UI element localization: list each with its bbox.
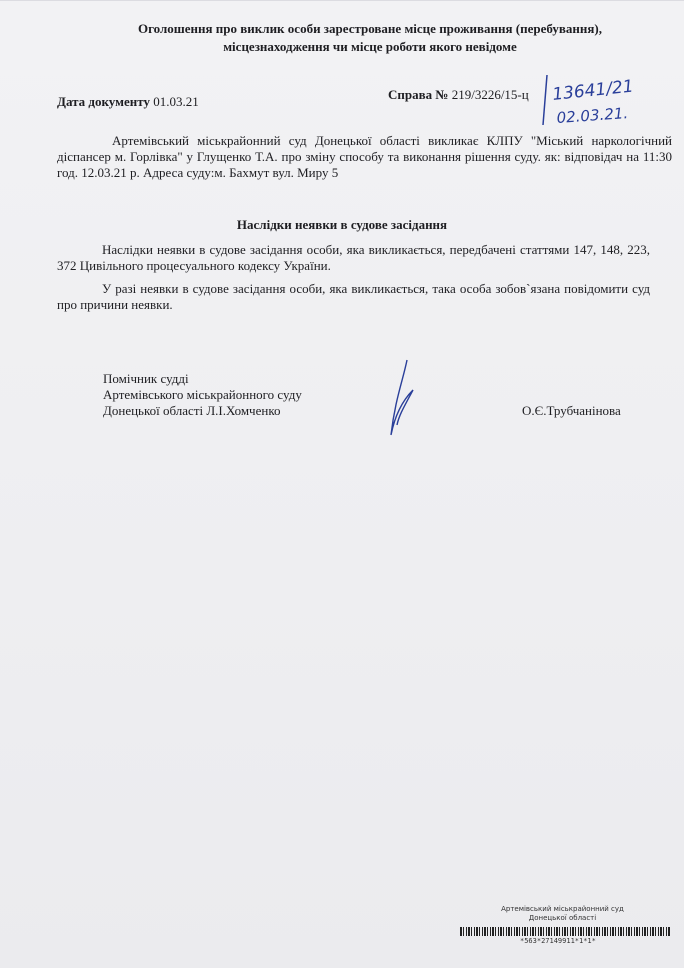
page-edge — [0, 0, 684, 1]
consequences-paragraph-1: Наслідки неявки в судове засідання особи, яка викликається, передбачені статтями 147, 148, 223, 372 Цивільного процесуального кодексу України. — [57, 242, 650, 273]
date-value: 01.03.21 — [153, 94, 199, 109]
stamp-court: Артемівський міськрайонний суд — [501, 905, 624, 913]
signatory-region-name: Донецької області Л.І.Хомченко — [103, 403, 281, 418]
document-title — [70, 20, 670, 56]
handwritten-registration-mark — [535, 70, 635, 130]
stamp-region: Донецької області — [528, 914, 597, 922]
signer-name: О.Є.Трубчанінова — [522, 403, 621, 418]
date-label: Дата документу — [57, 94, 150, 109]
barcode-icon — [460, 927, 670, 936]
handwritten-number: 13641/21 — [551, 76, 635, 105]
signatory-position: Помічник судді — [103, 371, 189, 386]
case-value: 219/3226/15-ц — [451, 87, 529, 102]
handwritten-signature — [385, 355, 425, 440]
court-stamp — [455, 905, 670, 923]
title-line-1: Оголошення про виклик особи зарестроване місце проживання (перебування), — [137, 21, 602, 36]
title-line-2: місцезнаходження чи місце роботи якого невідоме — [223, 39, 517, 54]
barcode-number: *563*27149911*1*1* — [520, 937, 596, 945]
handwritten-date: 02.03.21. — [556, 104, 629, 127]
summons-paragraph: Артемівський міськрайонний суд Донецької області викликає КЛПУ "Міський наркологічний діспансер м. Горлівка" у Глущенко Т.А. про зміну способу та виконання рішення суду. як: відповідач на 11:30 год. 12.03.21 р. Адреса суду:м. Бахмут вул. Миру 5 — [57, 133, 672, 180]
signatory-court: Артемівського міськрайонного суду — [103, 387, 302, 402]
consequences-paragraph-2: У разі неявки в судове засідання особи, яка викликається, така особа зобов`язана повідомити суд про причини неявки. — [57, 281, 650, 312]
case-number — [388, 87, 529, 103]
signatory-block — [103, 371, 302, 419]
document-date — [57, 94, 199, 110]
consequences-heading: Наслідки неявки в судове засідання — [236, 217, 448, 232]
case-label: Справа № — [388, 87, 449, 102]
